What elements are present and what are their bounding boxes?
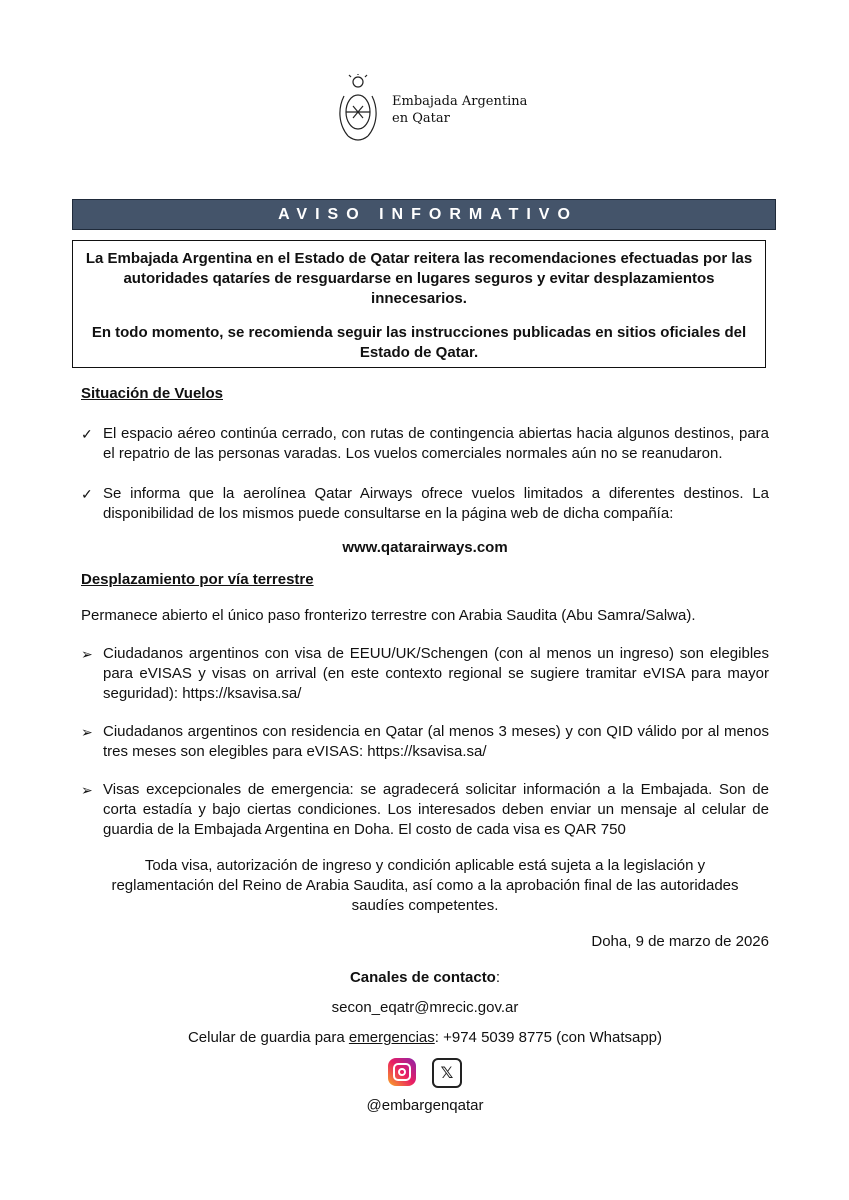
- arrow-bullet-icon: ➢: [81, 646, 93, 662]
- check-icon: ✓: [81, 426, 93, 442]
- contact-title: Canales de contacto: [349, 969, 496, 986]
- document-body: [81, 384, 769, 1116]
- contact-colon: :: [495, 969, 501, 986]
- land-item-2: Ciudadanos argentinos con residencia en Qatar (al menos 3 meses) y con QID válido por al menos tres meses son elegibles para eVISAS: https://ksavisa.sa/: [103, 723, 769, 760]
- arrow-bullet-icon: ➢: [81, 724, 93, 740]
- airline-website-link[interactable]: www.qatarairways.com: [342, 539, 508, 556]
- land-section-title: Desplazamiento por vía terrestre: [81, 571, 314, 588]
- flights-section-title: Situación de Vuelos: [81, 385, 223, 402]
- letterhead: [336, 74, 527, 146]
- date-line: Doha, 9 de marzo de 2026: [591, 933, 769, 950]
- notice-paragraph-1: La Embajada Argentina en el Estado de Qatar reitera las recomendaciones efectuadas por las autoridades qataríes de resguardarse en lugares seguros y evitar desplazamientos innecesarios.: [85, 250, 753, 307]
- notice-paragraph-2: En todo momento, se recomienda seguir las instrucciones publicadas en sitios oficiales del Estado de Qatar.: [91, 324, 747, 361]
- letterhead-text: [392, 93, 527, 127]
- phone-emphasis: emergencias: [348, 1029, 435, 1046]
- check-icon: ✓: [81, 486, 93, 502]
- list-item: [81, 780, 769, 840]
- social-icons: [81, 1058, 769, 1088]
- coat-of-arms-icon: [336, 74, 380, 146]
- arrow-bullet-icon: ➢: [81, 782, 93, 798]
- contact-email[interactable]: secon_eqatr@mrecic.gov.ar: [331, 999, 519, 1016]
- org-location: en Qatar: [392, 111, 450, 126]
- social-handle[interactable]: @embargenqatar: [366, 1097, 484, 1114]
- org-name: Embajada Argentina: [392, 94, 528, 109]
- phone-number: : +974 5039 8775 (con Whatsapp): [434, 1029, 663, 1046]
- list-item: [81, 644, 769, 704]
- legal-disclaimer: Toda visa, autorización de ingreso y condición aplicable está sujeta a la legislación y reglamentación del Reino de Arabia Saudita, así como a la aprobación final de las autoridades saudíes competentes.: [111, 857, 739, 914]
- list-item: [81, 722, 769, 762]
- land-intro: Permanece abierto el único paso fronterizo terrestre con Arabia Saudita (Abu Samra/Salwa).: [81, 607, 696, 624]
- phone-prefix: Celular de guardia para: [187, 1029, 349, 1046]
- contact-phone: [81, 1028, 769, 1048]
- land-item-3: Visas excepcionales de emergencia: se agradecerá solicitar información a la Embajada. Son de corta estadía y bajo ciertas condiciones. Los interesados deben enviar un mensaje al celular de guardia de la Embajada Argentina en Doha. El costo de cada visa es QAR 750: [103, 781, 769, 838]
- list-item: [81, 484, 769, 524]
- notice-box: [72, 240, 766, 368]
- instagram-icon[interactable]: [388, 1058, 416, 1086]
- list-item: [81, 424, 769, 464]
- banner-title: AVISO INFORMATIVO: [278, 205, 578, 223]
- land-item-1: Ciudadanos argentinos con visa de EEUU/UK/Schengen (con al menos un ingreso) son elegibles para eVISAS y visas on arrival (en este contexto regional se sugiere tramitar eVISA para mayor seguridad): https://ksavisa.sa/: [103, 645, 769, 702]
- x-icon[interactable]: 𝕏: [432, 1058, 462, 1088]
- notice-banner: [72, 199, 776, 230]
- flights-item-2: Se informa que la aerolínea Qatar Airways ofrece vuelos limitados a diferentes destinos. La disponibilidad de los mismos puede consultarse en la página web de dicha compañía:: [103, 485, 769, 522]
- contact-heading: [81, 968, 769, 988]
- flights-item-1: El espacio aéreo continúa cerrado, con rutas de contingencia abiertas hacia algunos destinos, para el repatrio de las personas varadas. Los vuelos comerciales normales aún no se reanudaron.: [103, 425, 769, 462]
